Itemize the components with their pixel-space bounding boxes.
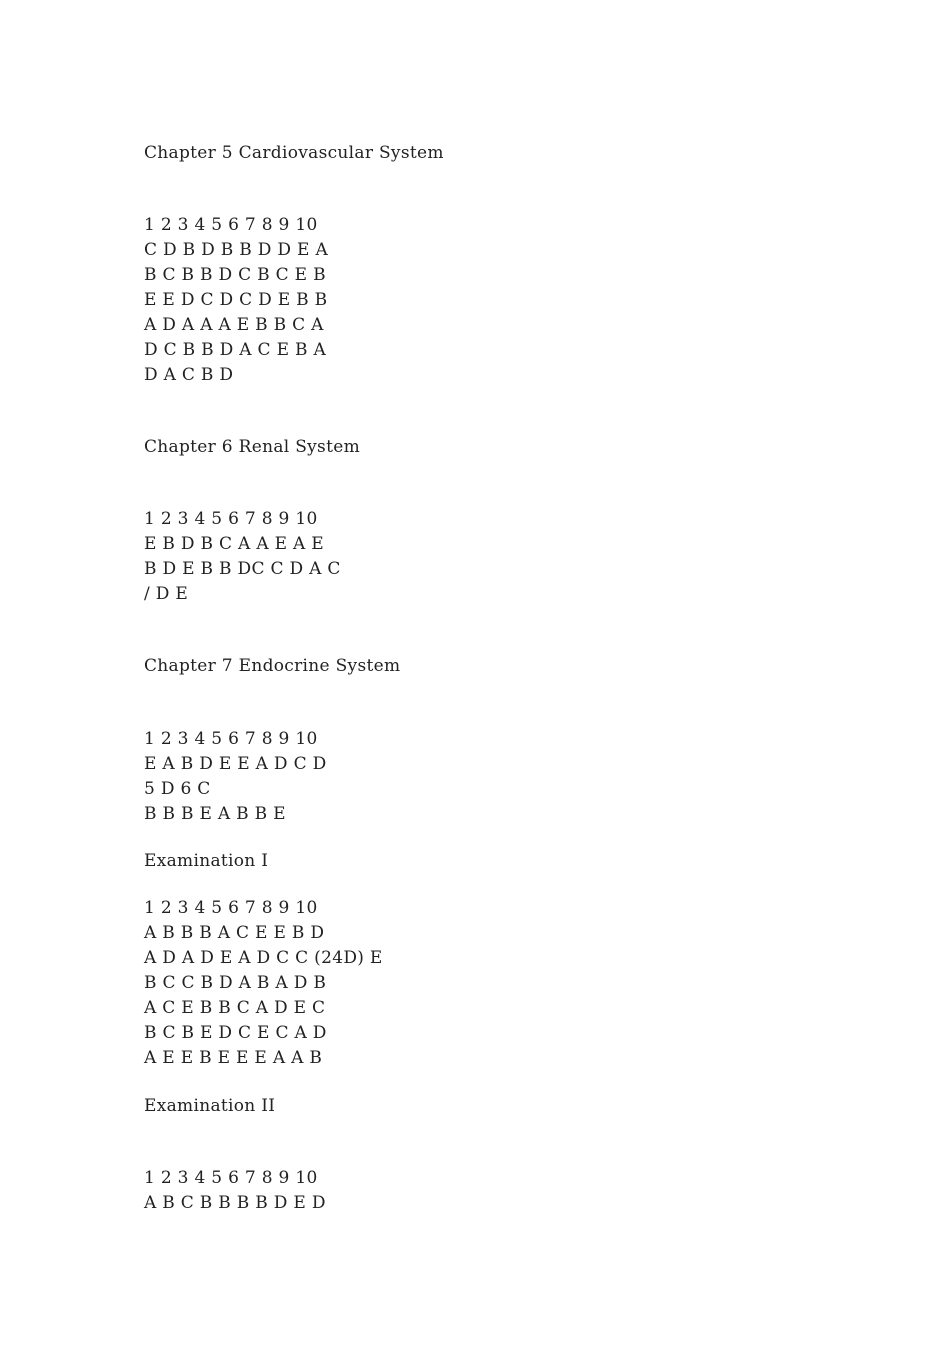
section-title-chapter-7: Chapter 7 Endocrine System: [144, 656, 401, 676]
answer-row: C D B D B B D D E A: [144, 240, 329, 260]
answer-row: A E E B E E E A A B: [144, 1048, 323, 1068]
answer-row-header: 1 2 3 4 5 6 7 8 9 10: [144, 215, 318, 235]
answer-row: B B B E A B B E: [144, 804, 286, 824]
answer-row: A C E B B C A D E C: [144, 998, 326, 1018]
answer-row: A B C B B B B D E D: [144, 1193, 326, 1213]
section-title-examination-2: Examination II: [144, 1096, 276, 1116]
answer-row: E B D B C A A E A E: [144, 534, 325, 554]
answer-row: B C C B D A B A D B: [144, 973, 327, 993]
answer-row-header: 1 2 3 4 5 6 7 8 9 10: [144, 1168, 318, 1188]
answer-row-header: 1 2 3 4 5 6 7 8 9 10: [144, 898, 318, 918]
answer-row: B C B B D C B C E B: [144, 265, 326, 285]
section-title-chapter-6: Chapter 6 Renal System: [144, 437, 360, 457]
answer-row: A D A A A E B B C A: [144, 315, 324, 335]
answer-row: D C B B D A C E B A: [144, 340, 327, 360]
answer-row: A D A D E A D C C (24D) E: [144, 948, 383, 968]
answer-row: E E D C D C D E B B: [144, 290, 328, 310]
answer-row: D A C B D: [144, 365, 234, 385]
section-title-chapter-5: Chapter 5 Cardiovascular System: [144, 143, 444, 163]
answer-row: E A B D E E A D C D: [144, 754, 327, 774]
answer-row-header: 1 2 3 4 5 6 7 8 9 10: [144, 509, 318, 529]
answer-row: / D E: [144, 584, 189, 604]
answer-row-header: 1 2 3 4 5 6 7 8 9 10: [144, 729, 318, 749]
section-title-examination-1: Examination I: [144, 851, 269, 871]
answer-row: A B B B A C E E B D: [144, 923, 325, 943]
answer-row: B C B E D C E C A D: [144, 1023, 327, 1043]
answer-row: B D E B B DC C D A C: [144, 559, 341, 579]
answer-row: 5 D 6 C: [144, 779, 211, 799]
